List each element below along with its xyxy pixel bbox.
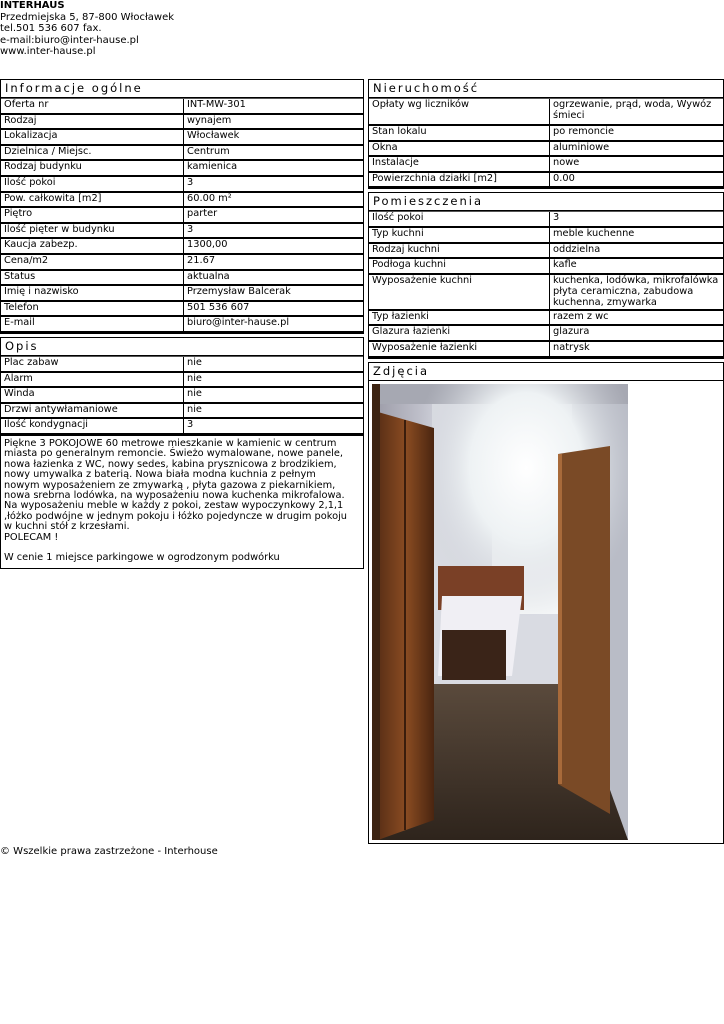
table-row [369, 228, 723, 244]
table-row [1, 208, 363, 224]
row-label: Stan lokalu [369, 126, 550, 140]
row-value: natrysk [553, 341, 590, 353]
row-value: nie [187, 372, 202, 384]
row-label: Piętro [1, 208, 184, 222]
rooms-section [368, 192, 724, 358]
row-value: 3 [187, 176, 194, 188]
row-label: Lokalizacja [1, 130, 184, 144]
row-value: 3 [187, 419, 194, 431]
table-row [1, 255, 363, 271]
table-row [1, 130, 363, 146]
table-row [1, 193, 363, 209]
row-value: nie [187, 356, 202, 368]
company-address: Przedmiejska 5, 87-800 Włocławek [0, 11, 175, 23]
row-value: parter [187, 208, 218, 220]
row-label: Oferta nr [1, 99, 184, 113]
row-value: nowe [553, 157, 580, 169]
description-section [0, 337, 364, 569]
table-row [1, 177, 363, 193]
property-title: Nieruchomość [369, 80, 723, 98]
row-label: Status [1, 271, 184, 285]
row-label: Rodzaj kuchni [369, 244, 550, 258]
table-row [369, 326, 723, 342]
table-row [1, 404, 363, 420]
general-info-title: Informacje ogólne [1, 80, 363, 98]
description-table [1, 356, 363, 435]
row-label: Wyposażenie kuchni [369, 275, 550, 309]
row-value: glazura [553, 326, 590, 338]
row-value: razem z wc [553, 310, 609, 322]
row-label: Typ kuchni [369, 228, 550, 242]
photos-title: Zdjęcia [369, 363, 723, 381]
table-row [1, 161, 363, 177]
row-label: Pow. całkowita [m2] [1, 193, 184, 207]
row-value: meble kuchenne [553, 227, 635, 239]
row-value: 3 [553, 212, 560, 224]
row-value: 60.00 m² [187, 192, 232, 204]
row-label: Podłoga kuchni [369, 259, 550, 273]
row-value: 3 [187, 223, 194, 235]
row-label: Glazura łazienki [369, 326, 550, 340]
general-info-section [0, 79, 364, 334]
table-row [369, 275, 723, 311]
row-label: Imię i nazwisko [1, 286, 184, 300]
photo-frame [369, 381, 723, 843]
table-row [1, 302, 363, 318]
row-value: nie [187, 388, 202, 400]
row-value: po remoncie [553, 126, 615, 137]
row-label: Instalacje [369, 157, 550, 171]
row-label: Telefon [1, 302, 184, 316]
right-column [368, 79, 724, 847]
row-label: Ilość pokoi [1, 177, 184, 191]
row-label: Ilość pięter w budynku [1, 224, 184, 238]
table-row [1, 239, 363, 255]
company-phone: tel.501 536 607 fax. [0, 23, 102, 34]
table-row [369, 311, 723, 327]
company-email: e-mail:biuro@inter-hause.pl [0, 34, 139, 46]
row-value: 0.00 [553, 172, 575, 184]
table-row [369, 126, 723, 142]
table-row [1, 224, 363, 240]
row-label: Alarm [1, 373, 184, 387]
row-value: 501 536 607 [187, 301, 250, 313]
row-value: wynajem [187, 114, 232, 126]
description-text: Piękne 3 POKOJOWE 60 metrowe mieszkanie w kamienic w centrum miasta po generalnym remoncie. Świeżo wymalowane, nowe panele, nowa łazienka z WC, nowy sedes, kabina prysznicowa z brodzikiem, nowy umywalka z baterią. Nowa biała modna kuchnia z pełnym nowym wyposażeniem ze zmywarką , płyta gazowa z piekarnikiem, nowa srebrna lodówka, na wyposażeniu nowa kuchenka mikrofalowa. Na wyposażeniu meble w każdy z pokoi, zestaw wypoczynkowy 2,1,1 ,łóżko podwójne w jednym pokoju i łóżko pojedyncze w drugim pokoju w kuchni stół z krzesłami. POLECAM ! W cenie 1 miejsce parkingowe w ogrodzonym podwórku [1, 435, 363, 568]
row-label: Powierzchnia działki [m2] [369, 173, 550, 187]
table-row [1, 373, 363, 389]
table-row [1, 146, 363, 162]
row-value: aluminiowe [553, 141, 610, 153]
row-label: E-mail [1, 317, 184, 331]
table-row [369, 212, 723, 228]
row-value: nie [187, 403, 202, 415]
table-row [1, 286, 363, 302]
table-row [1, 271, 363, 287]
row-label: Typ łazienki [369, 311, 550, 325]
table-row [369, 259, 723, 275]
row-label: Cena/m2 [1, 255, 184, 269]
table-row [1, 357, 363, 373]
row-value: Centrum [187, 145, 230, 157]
row-value: kafle [553, 259, 577, 271]
row-value: oddzielna [553, 243, 601, 255]
row-value: aktualna [187, 270, 230, 282]
row-value: ogrzewanie, prąd, woda, Wywóz śmieci [553, 99, 712, 121]
table-row [369, 244, 723, 260]
property-section [368, 79, 724, 189]
table-row [369, 173, 723, 189]
row-value: 1300,00 [187, 239, 228, 251]
row-label: Plac zabaw [1, 357, 184, 371]
row-value: 21.67 [187, 254, 216, 266]
row-value: kuchenka, lodówka, mikrofalówka płyta ceramiczna, zabudowa kuchenna, zmywarka [553, 274, 719, 308]
row-value: kamienica [187, 161, 238, 173]
table-row [1, 115, 363, 131]
table-row [369, 99, 723, 126]
footer-copyright: © Wszelkie prawa zastrzeżone - Interhouse [0, 846, 218, 857]
row-label: Winda [1, 388, 184, 402]
table-row [369, 142, 723, 158]
row-label: Okna [369, 142, 550, 156]
general-info-table [1, 98, 363, 333]
photos-section [368, 362, 724, 844]
row-value: INT-MW-301 [187, 99, 246, 110]
table-row [1, 419, 363, 435]
table-row [369, 342, 723, 358]
table-row [1, 99, 363, 115]
company-header [0, 0, 174, 58]
rooms-table [369, 211, 723, 357]
row-label: Kaucja zabezp. [1, 239, 184, 253]
row-label: Drzwi antywłamaniowe [1, 404, 184, 418]
row-label: Rodzaj budynku [1, 161, 184, 175]
table-row [1, 317, 363, 333]
property-table [369, 98, 723, 188]
row-label: Opłaty wg liczników [369, 99, 550, 124]
company-name: INTERHAUS [0, 0, 65, 11]
description-title: Opis [1, 338, 363, 356]
row-label: Ilość kondygnacji [1, 419, 184, 433]
table-row [1, 388, 363, 404]
row-label: Wyposażenie łazienki [369, 342, 550, 356]
row-label: Dzielnica / Miejsc. [1, 146, 184, 160]
row-label: Rodzaj [1, 115, 184, 129]
rooms-title: Pomieszczenia [369, 193, 723, 211]
row-value: Przemysław Balcerak [187, 286, 291, 298]
row-value[interactable]: biuro@inter-hause.pl [187, 317, 290, 329]
company-website: www.inter-hause.pl [0, 46, 96, 57]
table-row [369, 157, 723, 173]
left-column [0, 79, 364, 572]
row-value: Włocławek [187, 130, 240, 142]
row-label: Ilość pokoi [369, 212, 550, 226]
room-photo[interactable] [372, 384, 628, 840]
